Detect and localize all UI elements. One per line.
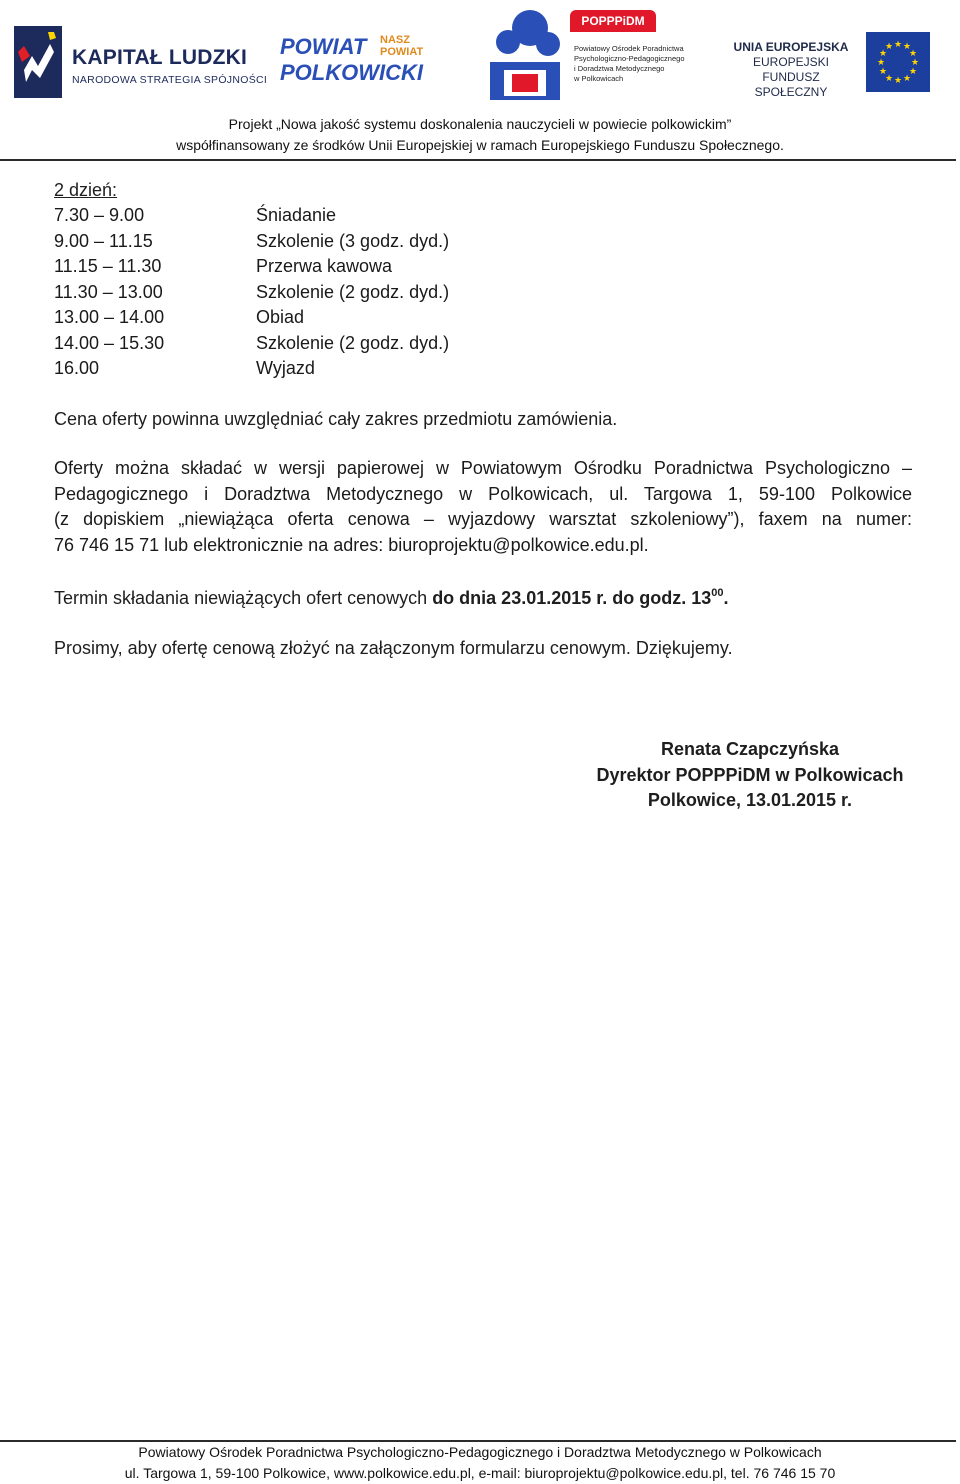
powiat-logo-line2: POLKOWICKI	[280, 60, 423, 85]
footer-line1: Powiatowy Ośrodek Poradnictwa Psychologiczno-Pedagogicznego i Doradztwa Metodycznego w Polkowicach	[138, 1444, 822, 1460]
schedule-time: 16.00	[54, 358, 100, 378]
schedule-activity: Szkolenie (2 godz. dyd.)	[256, 333, 450, 353]
eu-logo-line2: EUROPEJSKI	[752, 55, 830, 69]
project-header-line1: Projekt „Nowa jakość systemu doskonalenia nauczycieli w powiecie polkowickim”	[228, 116, 732, 132]
schedule-row	[54, 203, 654, 229]
offers-line: Oferty można składać w wersji papierowej w Powiatowym Ośrodku Poradnictwa Psychologiczno –	[54, 458, 912, 478]
svg-text:★: ★	[878, 49, 888, 59]
schedule-time: 14.00 – 15.30	[54, 333, 165, 353]
powiat-logo-line1: POWIAT	[280, 34, 367, 59]
schedule-activity: Szkolenie (2 godz. dyd.)	[256, 282, 450, 302]
eu-logo-line1: UNIA EUROPEJSKA	[733, 40, 849, 54]
kapital-ludzki-title: KAPITAŁ LUDZKI	[72, 46, 248, 69]
svg-text:★: ★	[893, 40, 903, 50]
schedule-time: 7.30 – 9.00	[54, 205, 145, 225]
svg-text:★: ★	[902, 74, 912, 84]
kapital-ludzki-subtitle: NARODOWA STRATEGIA SPÓJNOŚCI	[72, 74, 268, 86]
svg-text:★: ★	[884, 42, 894, 52]
price-note: Cena oferty powinna uwzględniać cały zakres przedmiotu zamówienia.	[54, 409, 618, 429]
eu-stars-icon	[866, 32, 930, 92]
deadline-note	[54, 586, 729, 612]
powiat-logo-slogan	[380, 34, 423, 58]
schedule-activity: Obiad	[256, 307, 305, 327]
popppidm-name	[574, 44, 685, 84]
popppidm-house-icon	[482, 4, 568, 104]
svg-text:★: ★	[908, 67, 918, 77]
deadline-date: do dnia 23.01.2015 r. do godz. 13	[432, 588, 712, 608]
kapital-ludzki-star-icon	[10, 22, 66, 102]
offers-line: 76 746 15 71 lub elektronicznie na adres: biuroprojektu@polkowice.edu.pl.	[54, 534, 649, 555]
svg-text:★: ★	[908, 49, 918, 59]
schedule-row	[54, 254, 654, 280]
signature-name: Renata Czapczyńska	[660, 739, 840, 759]
svg-text:★: ★	[884, 74, 894, 84]
eu-logo-text	[726, 40, 856, 100]
signature-role: Dyrektor POPPPiDM w Polkowicach	[596, 764, 904, 785]
popppidm-name-line: w Polkowicach	[574, 74, 624, 83]
popppidm-logo	[482, 4, 692, 104]
eu-flag-icon	[866, 32, 930, 92]
schedule-time: 11.30 – 13.00	[54, 282, 163, 302]
deadline-suffix: .	[723, 588, 729, 608]
schedule-activity: Wyjazd	[256, 358, 315, 378]
eu-logo-line3: FUNDUSZ SPOŁECZNY	[754, 70, 828, 99]
kapital-ludzki-logo	[10, 22, 268, 102]
signature-place-date: Polkowice, 13.01.2015 r.	[647, 790, 853, 810]
powiat-polkowicki-logo	[280, 30, 440, 90]
offers-line: (z dopiskiem „niewiążąca oferta cenowa – wyjazdowy warsztat szkoleniowy”), faxem na numer:	[54, 509, 912, 529]
footer	[0, 1442, 960, 1484]
deadline-minutes: 00	[711, 587, 724, 599]
schedule-row	[54, 280, 654, 306]
schedule-title: 2 dzień:	[54, 180, 118, 200]
project-header-line2: współfinansowany ze środków Unii Europejskiej w ramach Europejskiego Funduszu Społecznego.	[176, 137, 784, 153]
eu-logo	[726, 30, 936, 99]
powiat-slogan-2: POWIAT	[380, 46, 424, 58]
signature-block	[560, 737, 940, 814]
schedule-time: 13.00 – 14.00	[54, 307, 165, 327]
offers-line: Pedagogicznego i Doradztwa Metodycznego w Polkowicach, ul. Targowa 1, 59-100 Polkowice	[54, 483, 912, 504]
schedule-activity: Szkolenie (3 godz. dyd.)	[256, 231, 450, 251]
svg-text:★: ★	[878, 67, 888, 77]
offers-paragraph	[54, 456, 912, 558]
header-divider	[0, 159, 956, 161]
schedule-activity: Śniadanie	[256, 205, 337, 225]
schedule-row	[54, 331, 654, 357]
schedule-row	[54, 229, 654, 255]
deadline-prefix: Termin składania niewiążących ofert cenowych	[54, 588, 433, 608]
svg-text:★: ★	[893, 76, 903, 86]
schedule-time: 9.00 – 11.15	[54, 231, 153, 251]
popppidm-name-line: Powiatowy Ośrodek Poradnictwa	[574, 44, 684, 53]
svg-text:★: ★	[910, 58, 920, 68]
schedule-activity: Przerwa kawowa	[256, 256, 393, 276]
schedule-row	[54, 305, 654, 331]
popppidm-name-line: Psychologiczno-Pedagogicznego	[574, 54, 685, 63]
popppidm-name-line: i Doradztwa Metodycznego	[574, 64, 665, 73]
schedule-time: 11.15 – 11.30	[54, 256, 162, 276]
request-note: Prosimy, aby ofertę cenową złożyć na załączonym formularzu cenowym. Dziękujemy.	[54, 638, 733, 658]
svg-text:★: ★	[876, 58, 886, 68]
project-header	[0, 114, 960, 156]
schedule-row	[54, 356, 654, 382]
svg-text:★: ★	[902, 42, 912, 52]
footer-line2: ul. Targowa 1, 59-100 Polkowice, www.polkowice.edu.pl, e-mail: biuroprojektu@polkowice.edu.pl, tel. 76 746 15 70	[124, 1465, 836, 1481]
popppidm-acronym: POPPPiDM	[570, 10, 656, 32]
powiat-slogan-1: NASZ	[380, 34, 410, 46]
